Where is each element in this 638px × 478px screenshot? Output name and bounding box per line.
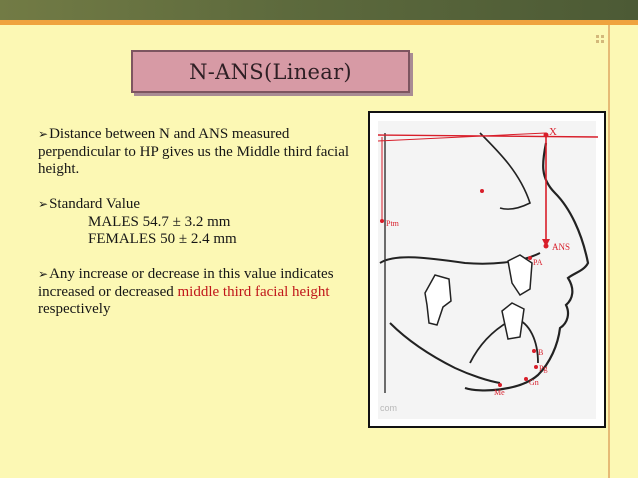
- label-pa: PA: [533, 258, 543, 267]
- slide-body: [38, 126, 353, 319]
- label-ans: ANS: [552, 242, 571, 252]
- accent-line: [0, 20, 638, 25]
- label-x: X: [549, 126, 557, 138]
- slide-title: N-ANS(Linear): [189, 59, 352, 84]
- label-gn: Gn: [529, 378, 539, 387]
- definition-text: Distance between N and ANS measured perpendicular to HP gives us the Middle third facial height.: [38, 126, 350, 177]
- interpretation-tail: respectively: [38, 301, 111, 317]
- arrow-bullet-icon: ➢: [38, 127, 49, 141]
- arrow-bullet-icon: ➢: [38, 267, 49, 281]
- cephalometric-tracing: [370, 113, 604, 426]
- label-me: Me: [494, 388, 505, 397]
- highlight-text: middle third facial height: [177, 283, 330, 300]
- standard-heading: Standard Value: [49, 196, 141, 212]
- paragraph-definition: [38, 126, 353, 179]
- cephalometric-figure: [368, 111, 606, 428]
- arrow-bullet-icon: ➢: [38, 197, 49, 211]
- right-rule: [608, 25, 610, 478]
- top-band: [0, 0, 638, 20]
- females-value: FEMALES 50 ± 2.4 mm: [88, 231, 237, 247]
- corner-dots-decoration: [596, 35, 606, 45]
- paragraph-standard: [38, 196, 353, 214]
- label-pg: Pg: [539, 364, 548, 373]
- label-ptm: Ptm: [386, 219, 399, 228]
- label-b: B: [538, 348, 544, 357]
- watermark: com: [380, 403, 398, 413]
- males-value: MALES 54.7 ± 3.2 mm: [88, 213, 231, 230]
- paragraph-interpretation: [38, 266, 353, 319]
- slide-title-box: [131, 50, 410, 93]
- interpretation-text: Any increase or decrease in this value indicates increased or decreased: [38, 266, 334, 300]
